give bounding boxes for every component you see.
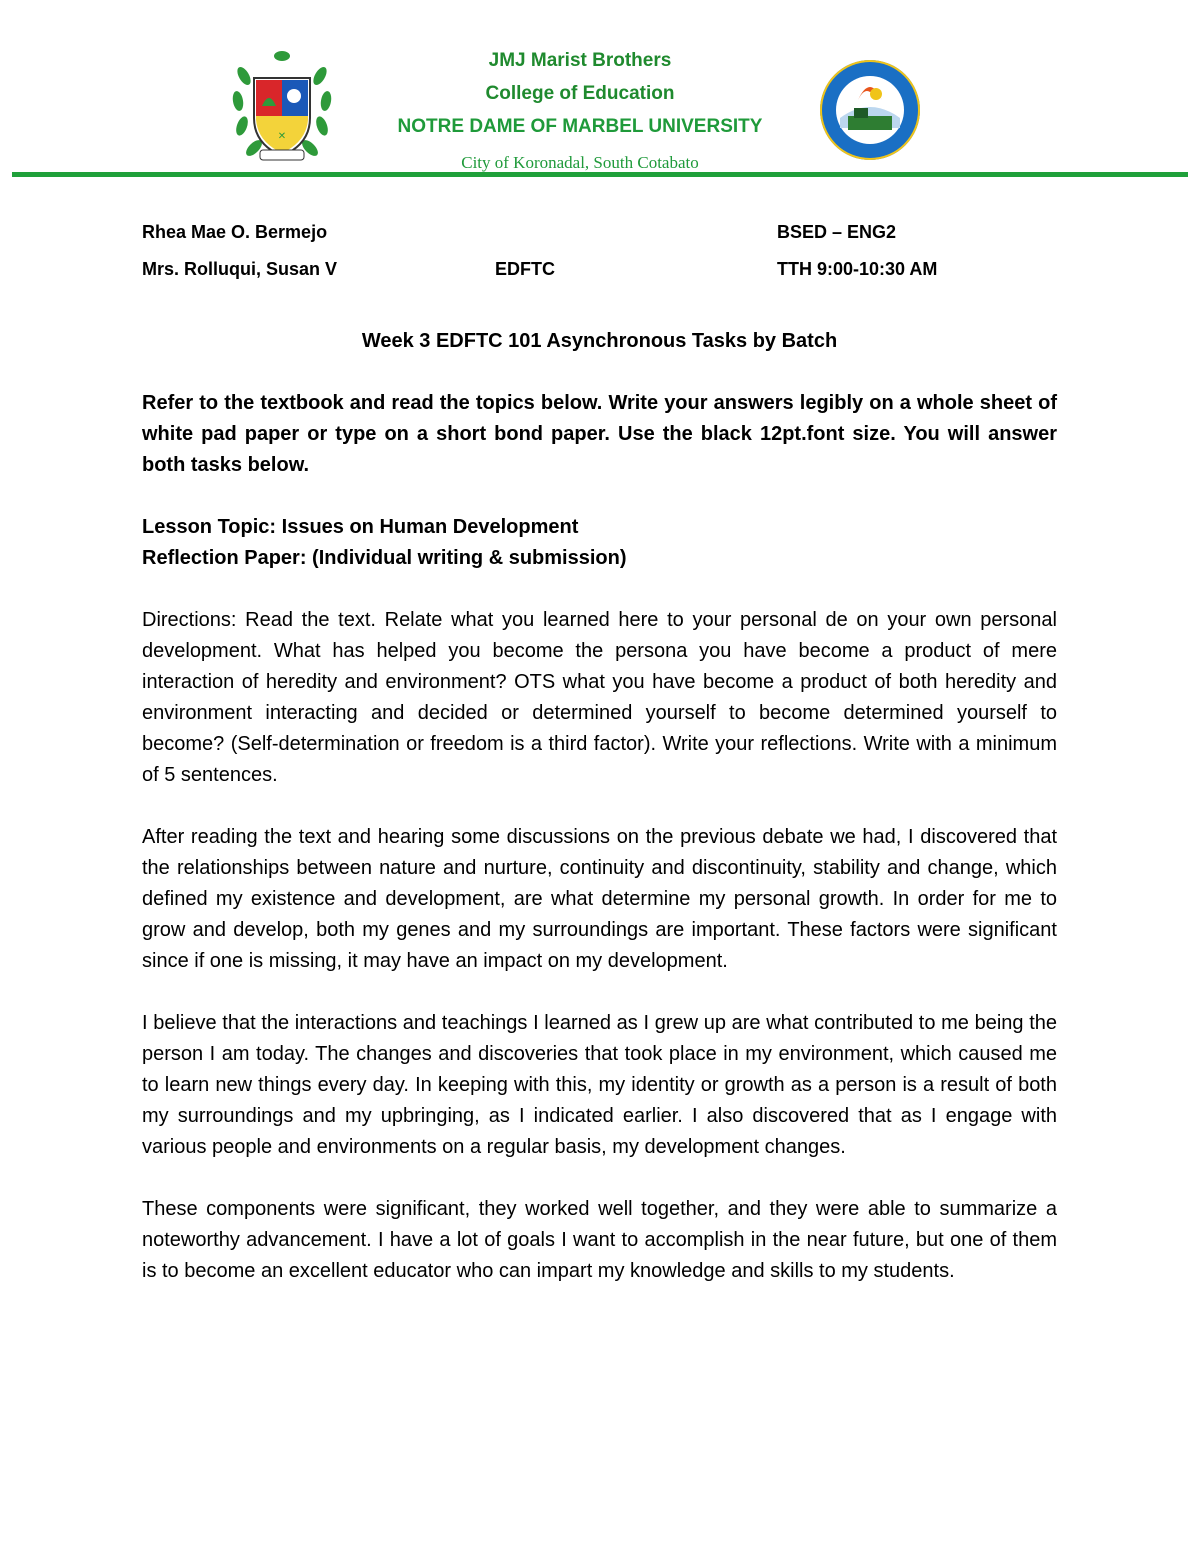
college-name: College of Education xyxy=(485,83,675,104)
teacher-name: Mrs. Rolluqui, Susan V xyxy=(142,259,338,279)
topic-block xyxy=(142,512,1057,574)
header-divider xyxy=(12,172,1188,177)
student-course: BSED – ENG2 xyxy=(777,222,897,242)
order-name: JMJ Marist Brothers xyxy=(488,50,672,71)
page-title: Week 3 EDFTC 101 Asynchronous Tasks by Batch xyxy=(361,330,838,352)
lesson-topic: Lesson Topic: Issues on Human Development xyxy=(142,516,579,538)
marist-crest-icon xyxy=(232,46,332,168)
svg-text:✕: ✕ xyxy=(277,131,287,142)
institution-header xyxy=(340,44,820,183)
student-name: Rhea Mae O. Bermejo xyxy=(142,222,328,242)
directions-paragraph: Directions: Read the text. Relate what you learned here to your personal de on your own personal development. What has helped you become the persona you have become a product of mere interaction of heredity and environment? OTS what you have become a product of both heredity and environment interacting and decided or determined yourself to become determined yourself to become? (Self-determination or freedom is a third factor). Write your reflections. Write with a minimum of 5 sentences. xyxy=(142,609,1057,786)
subject-code: EDFTC xyxy=(495,259,555,279)
college-of-education-seal-icon xyxy=(818,58,922,162)
document-body xyxy=(142,326,1057,1287)
reflection-paragraph-2: I believe that the interactions and teachings I learned as I grew up are what contributed to me being the person I am today. The changes and discoveries that took place in my environment, which caused me to learn new things every day. In keeping with this, my identity or growth as a person is a result of both my surroundings and my upbringing, as I indicated earlier. I also discovered that as I engage with various people and environments on a regular basis, my development changes. xyxy=(142,1012,1057,1158)
class-schedule: TTH 9:00-10:30 AM xyxy=(777,259,938,279)
university-name: NOTRE DAME OF MARBEL UNIVERSITY xyxy=(397,116,763,137)
reflection-paragraph-1: After reading the text and hearing some discussions on the previous debate we had, I discovered that the relationships between nature and nurture, continuity and discontinuity, stability and change, which defined my existence and development, are what determine my personal growth. In order for me to grow and develop, both my genes and my surroundings are important. These factors were significant since if one is missing, it may have an impact on my development. xyxy=(142,826,1057,972)
task-instructions: Refer to the textbook and read the topics below. Write your answers legibly on a whole sheet of white pad paper or type on a short bond paper. Use the black 12pt.font size. You will answer both tasks below. xyxy=(142,392,1057,476)
university-location: City of Koronadal, South Cotabato xyxy=(461,153,699,172)
reflection-paragraph-3: These components were significant, they worked well together, and they were able to summarize a noteworthy advancement. I have a lot of goals I want to accomplish in the near future, but one of them is to become an excellent educator who can impart my knowledge and skills to my students. xyxy=(142,1198,1057,1282)
reflection-label: Reflection Paper: (Individual writing & submission) xyxy=(142,547,627,569)
